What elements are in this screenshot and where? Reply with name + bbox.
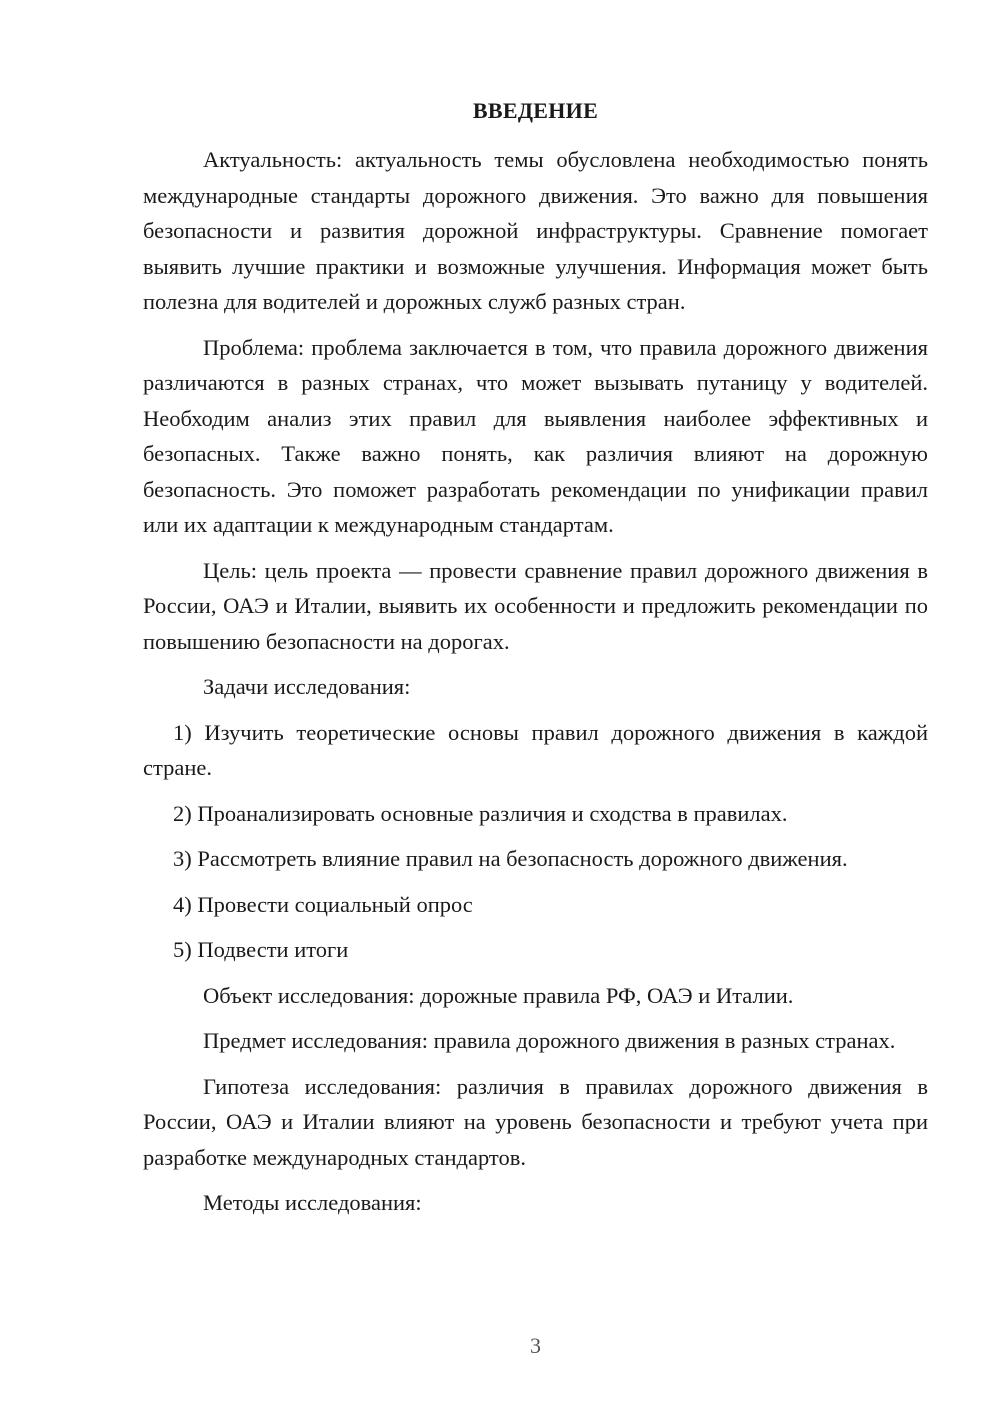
paragraph-relevance: Актуальность: актуальность темы обусловлена необходимостью понять международные стандарты дорожного движения. Это важно для повышения безопасности и развития дорожной инфраструктуры. Сравнение помогает выявить лучшие практики и возможные улучшения. Информация может быть полезна для водителей и дорожных служб разных стран.: [143, 147, 928, 314]
paragraph-subject: Предмет исследования: правила дорожного движения в разных странах.: [203, 1028, 896, 1053]
task-item-3: 3) Рассмотреть влияние правил на безопасность дорожного движения.: [173, 846, 848, 871]
task-item-4: 4) Провести социальный опрос: [173, 891, 473, 917]
paragraph-tasks-heading: Задачи исследования:: [203, 674, 411, 699]
paragraph-object: Объект исследования: дорожные правила РФ, ОАЭ и Италии.: [203, 982, 794, 1008]
task-item-5: 5) Подвести итоги: [173, 937, 349, 962]
paragraph-problem: Проблема: проблема заключается в том, что правила дорожного движения различаются в разных странах, что может вызывать путаницу у водителей. Необходим анализ этих правил для выявления наиболее эффективных и безопасных. Также важно понять, как различия влияют на дорожную безопасность. Это поможет разработать рекомендации по унификации правил или их адаптации к международным стандартам.: [143, 334, 928, 537]
document-body: [143, 142, 928, 1231]
paragraph-methods: Методы исследования:: [203, 1190, 422, 1215]
document-page: [143, 0, 928, 1414]
paragraph-goal: Цель: цель проекта — провести сравнение правил дорожного движения в России, ОАЭ и Италии, выявить их особенности и предложить рекомендации по повышению безопасности на дорогах.: [143, 557, 928, 654]
section-title: ВВЕДЕНИЕ: [472, 98, 599, 123]
page-number: 3: [530, 1333, 541, 1358]
task-item-1: 1) Изучить теоретические основы правил дорожного движения в каждой стране.: [143, 719, 928, 780]
paragraph-hypothesis: Гипотеза исследования: различия в правилах дорожного движения в России, ОАЭ и Италии влияют на уровень безопасности и требуют учета при разработке международных стандартов.: [143, 1073, 928, 1170]
task-item-2: 2) Проанализировать основные различия и сходства в правилах.: [173, 800, 788, 826]
